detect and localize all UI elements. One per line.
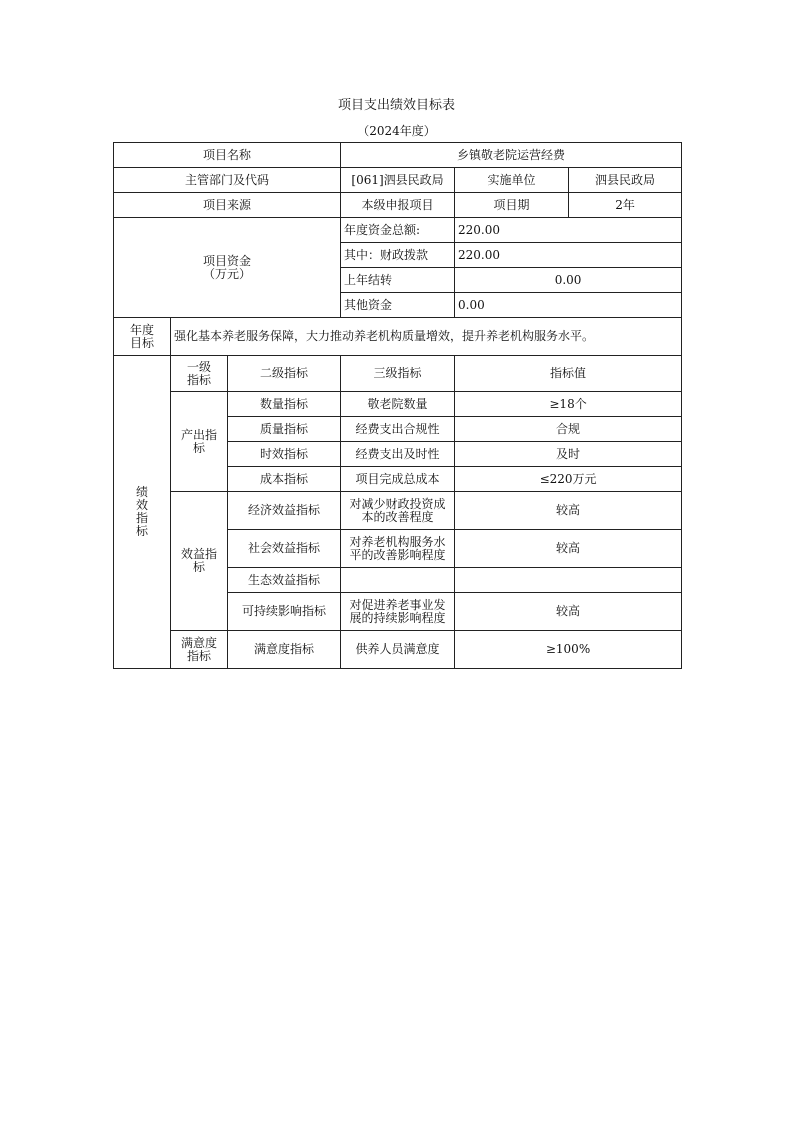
benefit-level3-line2: 展的持续影响程度	[349, 610, 446, 625]
satisfaction-indicator-label	[171, 631, 228, 669]
benefit-level3-line2: 本的改善程度	[361, 509, 434, 524]
output-level2: 成本指标	[228, 467, 341, 492]
project-name-row	[114, 143, 682, 168]
implementing-unit-value: 泗县民政局	[569, 168, 682, 193]
output-value: ≤220万元	[455, 467, 682, 492]
level1-header	[171, 356, 228, 392]
output-level2: 时效指标	[228, 442, 341, 467]
department-value: [061]泗县民政局	[341, 168, 455, 193]
department-label: 主管部门及代码	[114, 168, 341, 193]
benefit-indicator-label	[171, 492, 228, 631]
benefit-level2: 经济效益指标	[228, 492, 341, 530]
output-label-line2: 标	[192, 440, 205, 455]
funds-row	[114, 218, 682, 243]
project-period-label: 项目期	[455, 193, 569, 218]
indicators-label-char: 标	[135, 524, 148, 538]
page-subtitle: （2024年度）	[357, 124, 436, 138]
indicators-label-char: 指	[135, 511, 148, 525]
annual-goal-text: 强化基本养老服务保障，大力推动养老机构质量增效，提升养老机构服务水平。	[171, 318, 682, 356]
benefit-level3	[341, 593, 455, 631]
benefit-level3-line1: 对促进养老事业发	[349, 597, 446, 612]
satisfaction-level2: 满意度指标	[228, 631, 341, 669]
funds-other-value: 0.00	[455, 293, 682, 318]
benefit-level3	[341, 492, 455, 530]
output-level3: 经费支出及时性	[341, 442, 455, 467]
annual-goal-label	[114, 318, 171, 356]
funds-label-line1: 项目资金	[203, 253, 252, 268]
benefit-level3	[341, 530, 455, 568]
funds-fiscal-label: 其中：财政拨款	[341, 243, 455, 268]
benefit-value: 较高	[455, 530, 682, 568]
level1-header-line2: 指标	[186, 372, 211, 387]
performance-table	[113, 142, 682, 669]
benefit-value	[455, 568, 682, 593]
level2-header: 二级指标	[228, 356, 341, 392]
annual-goal-row	[114, 318, 682, 356]
funds-total-value: 220.00	[455, 218, 682, 243]
indicator-header-row	[114, 356, 682, 392]
benefit-level2: 生态效益指标	[228, 568, 341, 593]
benefit-indicator-row	[114, 492, 682, 530]
output-indicator-label	[171, 392, 228, 492]
benefit-label-line1: 效益指	[180, 547, 217, 561]
level1-header-line1: 一级	[186, 359, 211, 374]
source-row	[114, 193, 682, 218]
benefit-label-line2: 标	[192, 560, 205, 574]
satisfaction-indicator-row	[114, 631, 682, 669]
funds-total-label: 年度资金总额:	[341, 218, 455, 243]
output-indicator-row	[114, 392, 682, 417]
output-value: 及时	[455, 442, 682, 467]
page-title: 项目支出绩效目标表	[337, 98, 455, 113]
benefit-value: 较高	[455, 492, 682, 530]
satisfaction-value: ≥100%	[455, 631, 682, 669]
output-value: ≥18个	[455, 392, 682, 417]
benefit-level3-line2: 平的改善影响程度	[349, 547, 446, 562]
level3-header: 三级指标	[341, 356, 455, 392]
project-source-label: 项目来源	[114, 193, 341, 218]
annual-goal-label-line2: 目标	[129, 335, 154, 350]
indicators-label-char: 效	[135, 498, 148, 512]
value-header: 指标值	[455, 356, 682, 392]
output-level3: 经费支出合规性	[341, 417, 455, 442]
implementing-unit-label: 实施单位	[455, 168, 569, 193]
satisfaction-label-line1: 满意度	[180, 635, 217, 650]
funds-fiscal-value: 220.00	[455, 243, 682, 268]
funds-other-label: 其他资金	[341, 293, 455, 318]
satisfaction-label-line2: 指标	[186, 648, 211, 663]
benefit-value: 较高	[455, 593, 682, 631]
output-label-line1: 产出指	[180, 427, 217, 442]
benefit-level2: 社会效益指标	[228, 530, 341, 568]
indicators-label-char: 绩	[135, 485, 148, 499]
output-level2: 质量指标	[228, 417, 341, 442]
funds-label-line2: （万元）	[203, 266, 252, 281]
annual-goal-label-line1: 年度	[129, 322, 154, 337]
benefit-level2: 可持续影响指标	[228, 593, 341, 631]
project-name-label: 项目名称	[114, 143, 341, 168]
department-row	[114, 168, 682, 193]
benefit-level3-line1: 对减少财政投资成	[349, 496, 446, 511]
benefit-level3	[341, 568, 455, 593]
project-source-value: 本级申报项目	[341, 193, 455, 218]
indicators-section-label	[114, 356, 171, 669]
output-level2: 数量指标	[228, 392, 341, 417]
funds-label	[114, 218, 341, 318]
output-value: 合规	[455, 417, 682, 442]
output-level3: 敬老院数量	[341, 392, 455, 417]
project-name-value: 乡镇敬老院运营经费	[341, 143, 682, 168]
benefit-level3-line1: 对养老机构服务水	[349, 534, 446, 549]
funds-carryover-label: 上年结转	[341, 268, 455, 293]
satisfaction-level3: 供养人员满意度	[341, 631, 455, 669]
funds-carryover-value: 0.00	[455, 268, 682, 293]
output-level3: 项目完成总成本	[341, 467, 455, 492]
project-period-value: 2年	[569, 193, 682, 218]
